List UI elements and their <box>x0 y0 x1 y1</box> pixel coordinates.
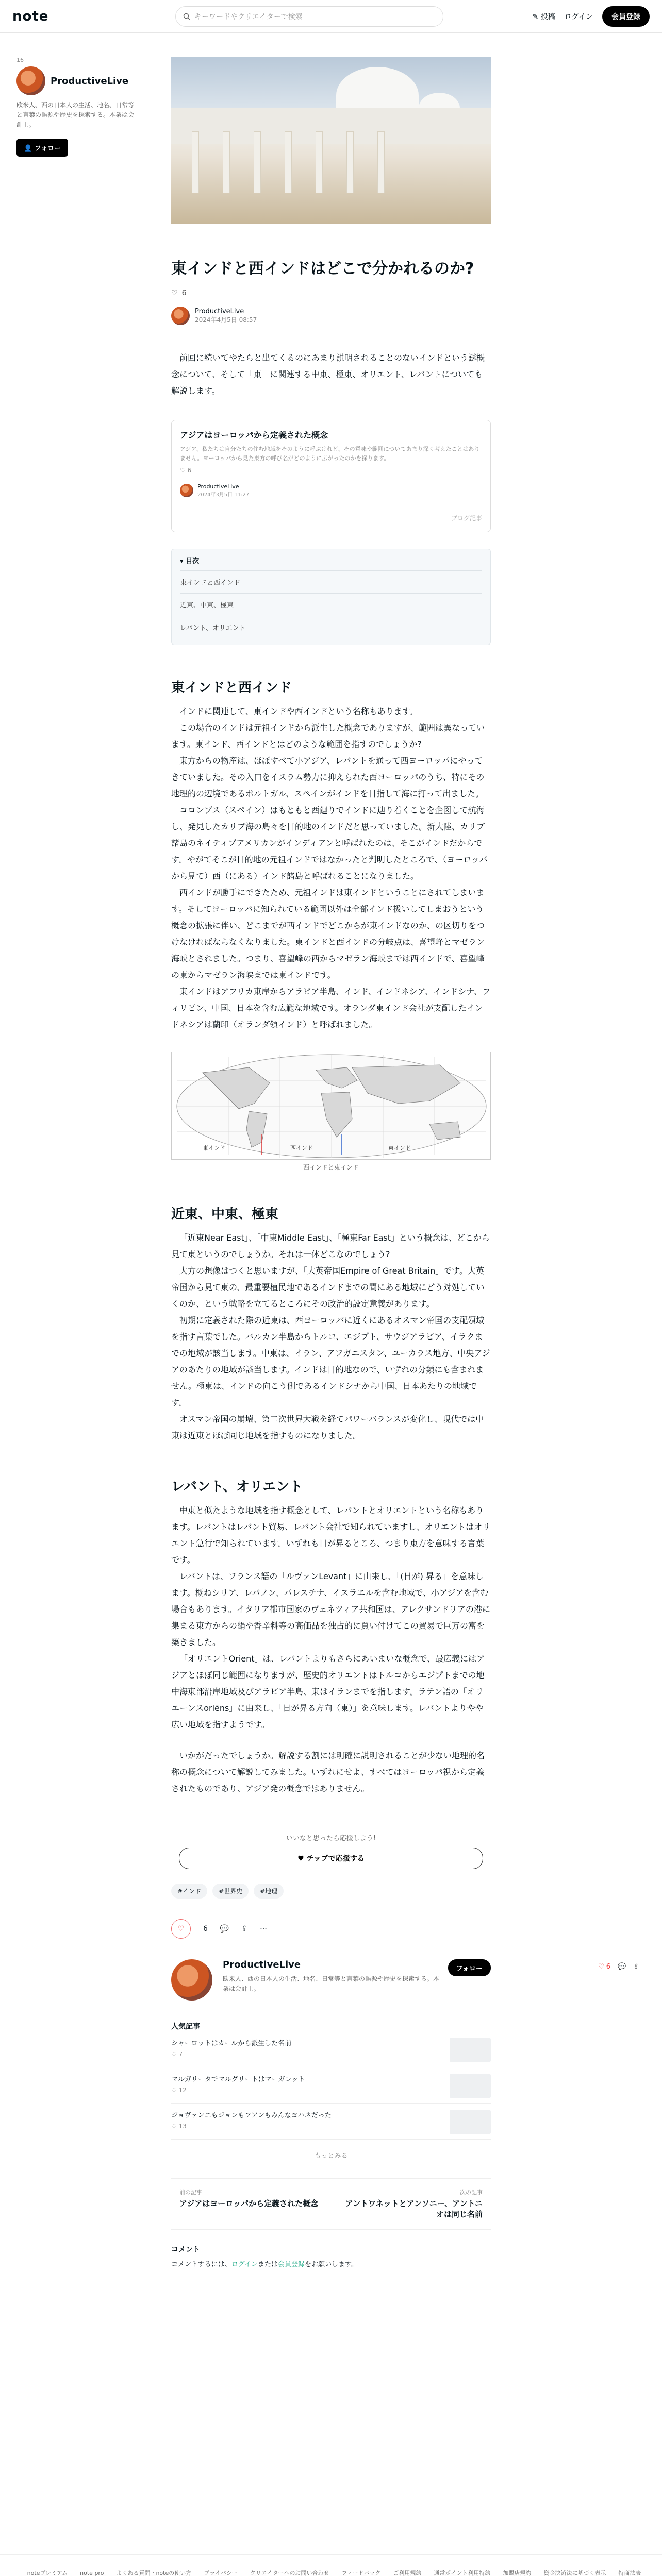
embed-like-count: 6 <box>187 467 192 474</box>
popular-title: マルガリータでマルグリートはマーガレット <box>171 2076 305 2083</box>
embed-desc: アジア、私たちは自分たちの住む地域をそのように呼ぶけれど、その意味や範囲についてあまり深く考えたことはありません。ヨーロッパから見た東方の呼び名がどのように広がったのかを探ります。 <box>180 446 480 462</box>
prev-title: アジアはヨーロッパから定義された概念 <box>179 2199 319 2208</box>
follow-button[interactable]: 👤 フォロー <box>16 139 68 157</box>
paragraph: 東方からの物産は、ほぼすべて小アジア、レバントを通って西ヨーロッパにやってきていました。その入口をイスラム勢力に抑えられた西ヨーロッパのうち、特にその地理的の辺境であるポルトガル、スペインがインドを目指して海に打って出ました。 <box>171 756 485 799</box>
prev-article-link[interactable] <box>171 2188 331 2220</box>
popular-title: シャーロットはカールから派生した名前 <box>171 2040 292 2047</box>
tip-button[interactable]: ♥ チップで応援する <box>179 1848 483 1869</box>
comment-section <box>171 2244 491 2268</box>
creator-name[interactable]: ProductiveLive <box>223 1959 301 1970</box>
toc-item[interactable]: 東インドと西インド <box>180 571 482 594</box>
comment-text: または <box>257 2261 278 2268</box>
list-item[interactable] <box>171 2067 491 2104</box>
support-section <box>171 1824 491 1869</box>
embedded-article-card[interactable] <box>171 420 491 532</box>
footer-link[interactable]: クリエイターへのお問い合わせ <box>250 2570 329 2576</box>
creator-desc: 欧米人、西の日本人の生活、地名、日常等と言葉の語源や歴史を探索する。本業は会計士。 <box>16 101 135 129</box>
next-label: 次の記事 <box>460 2189 483 2196</box>
footer-link[interactable]: noteプレミアム <box>27 2570 68 2576</box>
section-body <box>171 703 491 1033</box>
share-icon[interactable]: ⇪ <box>633 1963 639 1971</box>
paragraph: オスマン帝国の崩壊、第二次世界大戦を経てパワーバランスが変化し、現代では中東は近東とほぼ同じ地域を指すものになりました。 <box>171 1414 484 1440</box>
search-input[interactable] <box>175 6 443 27</box>
search-placeholder: キーワードやクリエイターで検索 <box>194 12 303 21</box>
map-svg <box>172 1052 491 1160</box>
paragraph: 「オリエントOrient」は、レバントよりもさらにあいまいな概念で、最広義にはアジアとほぼ同じ範囲になりますが、歴史的オリエントはトルコからエジプトまでの地中海東部沿岸地域及びアラビア半島、東はイランまでを指します。ラテン語の「オリエーンスoriēns」に由来し、「日が昇る方向（東）」を意味します。レバントよりやや広い地域を指すようです。 <box>171 1654 485 1730</box>
footer-link[interactable]: 加盟店規約 <box>503 2570 532 2576</box>
embed-title: アジアはヨーロッパから定義された概念 <box>180 430 328 440</box>
comment-icon[interactable]: 💬 <box>220 1925 229 1933</box>
more-icon[interactable]: ⋯ <box>260 1925 268 1933</box>
paragraph: インドに関連して、東インドや西インドという名称もあります。 <box>179 706 418 716</box>
heart-icon[interactable]: ♡ 6 <box>598 1963 611 1971</box>
hashtag[interactable]: #世界史 <box>212 1884 249 1899</box>
world-map-image <box>171 1052 491 1160</box>
login-link[interactable]: ログイン <box>231 2261 258 2268</box>
tip-label: チップで応援する <box>306 1855 365 1863</box>
share-icon[interactable]: ⇪ <box>241 1925 248 1933</box>
support-question: いいなと思ったら応援しよう! <box>286 1835 376 1842</box>
section-heading: 近東、中東、極東 <box>171 1207 279 1222</box>
embed-likes: ♡ 6 <box>180 467 192 474</box>
paragraph: 東インドはアフリカ東岸からアラビア半島、インド、インドネシア、インドシナ、フィリピン、中国、日本を含む広範な地域です。オランダ東インド会社が支配したインドネシアは蘭印（オランダ領インド）と呼ばれました。 <box>171 987 491 1029</box>
map-caption: 西インドと東インド <box>303 1164 359 1171</box>
login-button[interactable]: ログイン <box>564 12 593 21</box>
toc-header[interactable]: ▾ 目次 <box>180 555 482 571</box>
popular-articles <box>171 2021 491 2160</box>
thumbnail <box>450 2110 491 2134</box>
hashtag[interactable]: #インド <box>171 1884 207 1899</box>
comment-heading: コメント <box>171 2246 200 2254</box>
note-logo[interactable]: note <box>12 8 49 24</box>
thumbnail <box>450 2038 491 2062</box>
list-item[interactable] <box>171 2104 491 2140</box>
list-item[interactable] <box>171 2031 491 2067</box>
paragraph: レバントは、フランス語の「ルヴァンLevant」に由来し、「(日が) 昇る」を意味します。概ねシリア、レバノン、パレスチナ、イスラエルを含む地域で、小アジアを含む場合もあります。イタリア都市国家のヴェネツィア共和国は、アレクサンドリアの港に集まる東方からの絹や香辛料等の高価品を独占的に買い付けてこの貿易で巨万の富を築きました。 <box>171 1571 490 1647</box>
popular-like-count: 13 <box>178 2123 187 2130</box>
footer-link[interactable]: ご利用規約 <box>393 2570 422 2576</box>
toc-item[interactable]: レバント、オリエント <box>180 624 246 632</box>
footer-link[interactable]: note pro <box>80 2570 104 2576</box>
footer-link[interactable]: プライバシー <box>204 2570 238 2576</box>
sidebar-tag: 16 <box>16 57 24 63</box>
paragraph: 初期に定義された際の近東は、西ヨーロッパに近くにあるオスマン帝国の支配領域を指す言葉でした。バルカン半島からトルコ、エジプト、サウジアラビア、イラクまでの地域が該当します。中東は、イラン、アフガニスタン、ユーカラス地方、中央アジアのあたりの地域が該当します。インドは目的地なので、いずれの分類にも含まれません。極東は、インドの向こう側であるインドシナから中国、日本あたりの地域です。 <box>171 1315 490 1408</box>
footer-link[interactable]: よくある質問・noteの使い方 <box>116 2570 192 2576</box>
article <box>171 57 491 2268</box>
section-heading: 東インドと西インド <box>171 680 292 696</box>
footer-link[interactable]: フィードバック <box>341 2570 381 2576</box>
map-label: 東インド <box>388 1145 411 1151</box>
follow-button[interactable]: フォロー <box>448 1959 491 1976</box>
hero-image <box>171 57 491 224</box>
post-button[interactable]: ✎ 投稿 <box>532 12 555 21</box>
footer-link[interactable]: 通常ポイント利用特約 <box>434 2570 491 2576</box>
embed-author: ProductiveLive <box>197 483 239 490</box>
popular-like-count: 7 <box>178 2050 183 2058</box>
embed-tag: ブログ記事 <box>451 515 482 522</box>
post-label: 投稿 <box>540 12 555 21</box>
popular-likes: ♡ 13 <box>171 2123 187 2130</box>
popular-heading: 人気記事 <box>171 2023 200 2031</box>
avatar[interactable] <box>171 307 190 325</box>
paragraph: 「近東Near East」、「中東Middle East」、「極東Far East」という概念は、どこから見て東というのでしょうか。それは一体どこなのでしょう? <box>171 1233 490 1259</box>
like-button[interactable] <box>171 1919 191 1939</box>
tag-list <box>171 1884 491 1899</box>
signup-link[interactable]: 会員登録 <box>278 2261 305 2268</box>
map-label: 西インド <box>290 1145 313 1151</box>
creator-desc: 欧米人、西の日本人の生活、地名、日常等と言葉の語源や歴史を探索する。本業は会計士。 <box>223 1975 440 1993</box>
section-heading: レバント、オリエント <box>171 1479 303 1495</box>
section-body <box>171 1230 491 1444</box>
creator-card <box>171 1959 491 2001</box>
article-body <box>171 350 491 399</box>
comment-icon[interactable]: 💬 <box>618 1963 626 1971</box>
paragraph: いかがだったでしょうか。解説する割には明確に説明されることが少ない地理的名称の概念について解説してみました。いずれにせよ、すべてはヨーロッパ視から定義されたものであり、アジア発の概念ではありません。 <box>171 1751 485 1793</box>
paragraph: 西インドが勝手にできたため、元祖インドは東インドということにされてしまいます。そしてヨーロッパに知られている範囲以外は全部インド扱いしてしまおうという概念の拡張に伴い、どこまでが西インドでどこからが東インドなのか、の区切りをつけなければならなくなりました。東インドと西インドの分岐点は、喜望峰とマゼラン海峡とされました。つまり、喜望峰の西からマゼラン海峡までは西インドで、喜望峰の東からマゼラン海峡までは東インドです。 <box>171 888 485 980</box>
table-of-contents <box>171 549 491 645</box>
site-footer <box>0 2554 662 2576</box>
popular-title: ジョヴァンニもジョンもフアンもみんなヨハネだった <box>171 2112 332 2120</box>
popular-like-count: 12 <box>178 2087 187 2094</box>
map-label: 東インド <box>203 1145 225 1151</box>
sidebar <box>16 57 135 157</box>
next-article-link[interactable] <box>331 2188 491 2220</box>
heart-icon: ♡ <box>177 1925 185 1933</box>
author-row <box>171 307 491 325</box>
like-count: 6 <box>203 1925 208 1933</box>
paragraph: コロンブス（スペイン）はもともと西廻りでインドに辿り着くことを企図して航海し、発見したカリブ海の島々を目的地のインドだと思っていました。新大陸、カリブ諸島のネイティブアメリカンがインディアンと呼ばれたのは、そこがインドだからです。やがてそこが目的地の元祖インドではなかったと判明したところで、（ヨーロッパから見て）西（にある）インド諸島と呼ばれることになりました。 <box>171 805 488 881</box>
toc-header-label: 目次 <box>186 557 200 565</box>
paragraph: 大方の想像はつくと思いますが、「大英帝国Empire of Great Britain」です。大英帝国から見て東の、最重要植民地であるインドまでの間にある地域にどう対処していくのか、という戦略を立てるところにその政治的設定意義があります。 <box>171 1266 485 1309</box>
hashtag[interactable]: #地理 <box>254 1884 284 1899</box>
prev-next-nav <box>171 2178 491 2230</box>
popular-likes: ♡ 7 <box>171 2050 183 2058</box>
like-count: 6 <box>606 1963 611 1971</box>
footer-link[interactable]: 資金決済法に基づく表示 <box>543 2570 606 2576</box>
follow-label: フォロー <box>34 144 61 152</box>
action-bar <box>171 1919 491 1939</box>
toc-item[interactable]: 近東、中東、極東 <box>180 594 482 616</box>
section-body <box>171 1502 491 1797</box>
avatar[interactable] <box>171 1959 212 2001</box>
popular-likes: ♡ 12 <box>171 2087 187 2094</box>
prev-label: 前の記事 <box>179 2189 202 2196</box>
article-title: 東インドと西インドはどこで分かれるのか? <box>171 260 474 278</box>
paragraph: この場合のインドは元祖インドから派生した概念でありますが、範囲は異なっています。東インド、西インドとはどのような範囲を指すのでしょうか? <box>171 723 485 749</box>
comment-text: コメントするには、 <box>171 2261 231 2268</box>
like-row <box>171 289 491 297</box>
intro-paragraph: 前回に続いてやたらと出てくるのにあまり説明されることのないインドという謎概念について、そして「東」に関連する中東、極東、オリエント、レバントについても解説します。 <box>171 353 485 396</box>
author-name[interactable]: ProductiveLive <box>195 308 244 315</box>
more-link[interactable]: もっとみる <box>314 2152 348 2160</box>
signup-button[interactable]: 会員登録 <box>602 6 650 27</box>
avatar[interactable] <box>16 66 45 95</box>
comment-prompt <box>171 2259 491 2268</box>
avatar <box>180 484 193 497</box>
like-count: 6 <box>181 289 187 297</box>
next-title: アントワネットとアンソニー、アントニオは同じ名前 <box>345 2199 483 2219</box>
paragraph: 中東と似たような地域を指す概念として、レバントとオリエントという名称もあります。レバントはレバント貿易、レバント会社で知られていますし、オリエントはオリエント急行で知られています。いずれも日が昇るところ、つまり東方を意味する言葉です。 <box>171 1505 491 1565</box>
floating-actions <box>598 1963 639 1971</box>
comment-text: をお願いします。 <box>305 2261 358 2268</box>
embed-date: 2024年3月5日 11:27 <box>197 492 250 498</box>
creator-name[interactable]: ProductiveLive <box>51 75 129 87</box>
site-header <box>0 0 662 33</box>
footer-link[interactable]: 特商法表 <box>618 2570 641 2576</box>
thumbnail <box>450 2074 491 2098</box>
heart-icon[interactable]: ♡ <box>171 289 178 297</box>
post-date: 2024年4月5日 08:57 <box>195 316 257 324</box>
search-icon <box>183 13 190 20</box>
